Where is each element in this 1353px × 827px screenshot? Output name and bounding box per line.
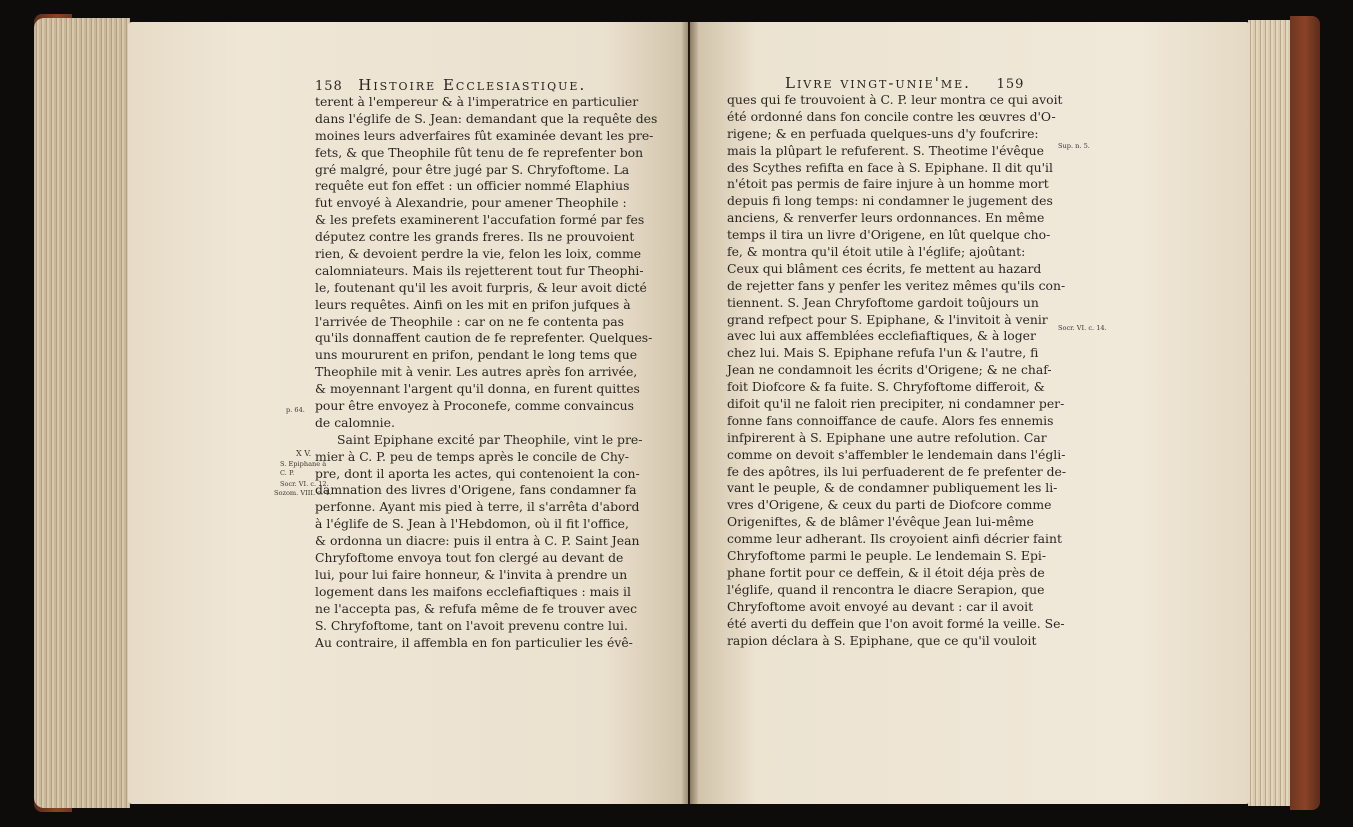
text-line: été ordonné dans fon concile contre les œuvres d'O-	[727, 108, 1056, 124]
text-line: rien, & devoient perdre la vie, felon les loix, comme	[315, 246, 642, 262]
text-line: comme leur adherant. Ils croyoient ainfi décrier faint	[727, 531, 1062, 547]
right-running-title: Livre vingt-unie'me.	[785, 74, 971, 92]
margin-section-title-1: S. Epiphane à	[280, 460, 327, 468]
text-line: mier à C. P. peu de temps après le concile de Chy-	[315, 448, 629, 464]
text-line: & moyennant l'argent qu'il donna, en furent quittes	[315, 381, 640, 397]
text-line: temps il tira un livre d'Origene, en lût quelque cho-	[727, 227, 1051, 243]
text-line: & les prefets examinerent l'accufation formé par fes	[315, 212, 645, 228]
text-line: ne l'accepta pas, & refufa même de fe trouver avec	[315, 600, 638, 616]
text-line: fe, & montra qu'il étoit utile à l'églife; ajoûtant:	[727, 244, 1026, 260]
left-header	[315, 76, 586, 94]
text-line: foit Diofcore & fa fuite. S. Chryfoftome differoit, &	[727, 379, 1045, 395]
text-line: anciens, & renverfer leurs ordonnances. En même	[727, 210, 1045, 226]
text-line: dans l'églife de S. Jean: demandant que la requête des	[315, 110, 658, 126]
text-line: députez contre les grands freres. Ils ne prouvoient	[315, 229, 635, 245]
text-line: vant le peuple, & de condamner publiquement les li-	[727, 480, 1058, 496]
book-gutter	[682, 22, 698, 804]
text-line: tiennent. S. Jean Chryfoftome gardoit toûjours un	[727, 294, 1039, 310]
text-line: qu'ils donnaffent caution de fe reprefenter. Quelques-	[315, 330, 653, 346]
text-line: ques qui fe trouvoient à C. P. leur montra ce qui avoit	[727, 92, 1063, 107]
right-body-text	[727, 92, 1066, 649]
text-line: fonne fans connoiffance de caufe. Alors fes ennemis	[727, 412, 1054, 428]
text-line: difoit qu'il ne faloit rien precipiter, ni condamner per-	[727, 396, 1065, 412]
text-line: calomniateurs. Mais ils rejetterent tout fur Theophi-	[315, 262, 644, 278]
text-line: fets, & que Theophile fût tenu de fe reprefenter bon	[315, 144, 644, 160]
text-line: moines leurs adverfaires fût examinée devant les pre-	[315, 127, 654, 143]
text-line: Chryfoftome avoit envoyé au devant : car il avoit	[727, 598, 1034, 614]
margin-ref-socr: Socr. VI. c. 12.	[280, 480, 329, 488]
text-line: chez lui. Mais S. Epiphane refufa l'un & l'autre, fi	[727, 345, 1039, 361]
text-line: pour être envoyez à Proconefe, comme convaincus	[315, 398, 635, 414]
text-line: Chryfoftome parmi le peuple. Le lendemain S. Epi-	[727, 548, 1047, 564]
text-line: mais la plûpart le refuferent. S. Theotime l'évêque	[727, 142, 1044, 158]
text-line: l'arrivée de Theophile : car on ne fe contenta pas	[315, 313, 624, 329]
margin-ref-sozom: Sozom. VIII. c. 4.	[274, 489, 332, 497]
left-body-text	[315, 94, 657, 651]
text-line: Jean ne condamnoit les écrits d'Origene; & ne chaf-	[727, 362, 1052, 378]
text-line: phane fortit pour ce deffein, & il étoit déja près de	[727, 564, 1045, 580]
text-line: comme on devoit s'affembler le lendemain dans l'égli-	[727, 446, 1066, 462]
left-page-edges	[34, 18, 130, 808]
text-line: damnation des livres d'Origene, fans condamner fa	[315, 482, 637, 498]
text-line: S. Chryfoftome, tant on l'avoit prevenu contre lui.	[315, 617, 628, 633]
text-line: vres d'Origene, & ceux du parti de Diofcore comme	[727, 497, 1052, 513]
text-line: n'étoit pas permis de faire injure à un homme mort	[727, 176, 1049, 192]
text-line: de rejetter fans y penfer les veritez mêmes qu'ils con-	[727, 277, 1066, 293]
text-line: de calomnie.	[315, 414, 395, 430]
left-running-title: Histoire Ecclesiastique.	[358, 76, 587, 94]
text-line: le, foutenant qu'il les avoit furpris, & leur avoit dicté	[315, 279, 647, 295]
text-line: pre, dont il aporta les actes, qui contenoient la con-	[315, 465, 640, 481]
text-line: grand refpect pour S. Epiphane, & l'invitoit à venir	[727, 311, 1048, 327]
right-cover	[1290, 16, 1320, 810]
text-line: rigene; & en perfuada quelques-uns d'y foufcrire:	[727, 125, 1039, 141]
text-line: terent à l'empereur & à l'imperatrice en particulier	[315, 94, 639, 109]
margin-ref-sup: Sup. n. 5.	[1058, 142, 1090, 150]
text-line: fut envoyé à Alexandrie, pour amener Theophile :	[315, 195, 627, 211]
text-line: uns moururent en prifon, pendant le long tems que	[315, 347, 638, 363]
text-line: logement dans les maifons ecclefiaftiques : mais il	[315, 583, 631, 599]
text-line: l'églife, quand il rencontra le diacre Serapion, que	[727, 581, 1045, 597]
text-line: Chryfoftome envoya tout fon clergé au devant de	[315, 550, 624, 566]
left-page	[128, 22, 688, 804]
text-line: rapion déclara à S. Epiphane, que ce qu'il vouloit	[727, 632, 1037, 648]
right-page-number: 159	[996, 77, 1025, 92]
right-page	[690, 22, 1250, 804]
left-page-number: 158	[315, 79, 343, 94]
text-line: fe des apôtres, ils lui perfuaderent de fe prefenter de-	[727, 463, 1067, 479]
text-line: leurs requêtes. Ainfi on les mit en prifon jufques à	[315, 296, 631, 312]
text-line: Au contraire, il affembla en fon particulier les évê-	[315, 634, 633, 650]
text-line: infpirerent à S. Epiphane une autre refolution. Car	[727, 429, 1047, 445]
text-line: Origeniftes, & de blâmer l'évêque Jean lui-même	[727, 514, 1034, 530]
text-line: à l'églife de S. Jean à l'Hebdomon, où il fit l'office,	[315, 516, 629, 532]
margin-section-number: X V.	[296, 449, 312, 458]
right-header	[785, 74, 1024, 92]
text-line: & ordonna un diacre: puis il entra à C. P. Saint Jean	[315, 533, 640, 549]
text-line: Ceux qui blâment ces écrits, fe mettent au hazard	[727, 260, 1042, 276]
text-line: depuis fi long temps: ni condamner le jugement des	[727, 193, 1053, 209]
text-line: lui, pour lui faire honneur, & l'invita à prendre un	[315, 566, 628, 582]
text-line: perfonne. Ayant mis pied à terre, il s'arrêta d'abord	[315, 499, 640, 515]
text-line: Saint Epiphane excité par Theophile, vint le pre-	[337, 431, 643, 447]
text-line: requête eut fon effet : un officier nommé Elaphius	[315, 178, 630, 194]
text-line: été averti du deffein que l'on avoit formé la veille. Se-	[727, 615, 1065, 631]
text-line: gré malgré, pour être jugé par S. Chryfoftome. La	[315, 161, 630, 177]
text-line: des Scythes refifta en face à S. Epiphane. Il dit qu'il	[727, 159, 1053, 175]
text-line: Theophile mit à venir. Les autres après fon arrivée,	[315, 364, 638, 380]
margin-ref-socr-14: Socr. VI. c. 14.	[1058, 324, 1107, 332]
margin-section-title-2: C. P.	[280, 469, 295, 477]
margin-page-ref: p. 64.	[286, 406, 305, 414]
text-line: avec lui aux affemblées ecclefiaftiques, & à loger	[727, 328, 1036, 344]
